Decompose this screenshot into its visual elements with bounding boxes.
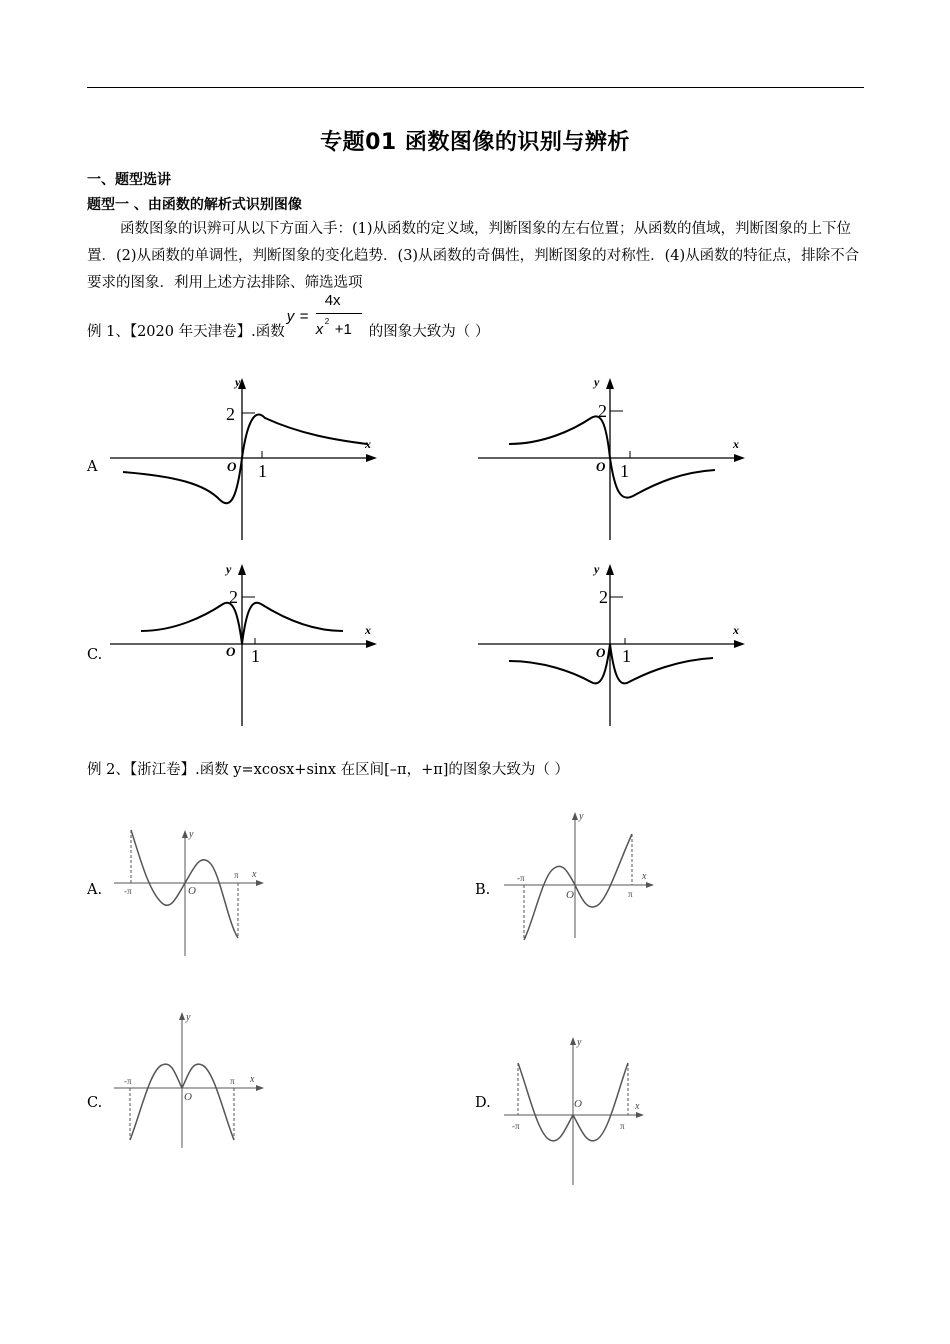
- y-axis-label: y: [235, 375, 241, 389]
- origin-label: O: [227, 459, 237, 474]
- y-axis-label: y: [226, 562, 232, 576]
- formula-y: y: [286, 308, 295, 325]
- example2-question: 例 2、【浙江卷】.函数 y=xcosx+sinx 在区间[–π，+π]的图象大致为（ ）: [87, 762, 570, 778]
- origin-label: O: [226, 644, 236, 659]
- origin-label: O: [188, 885, 196, 897]
- pi-label: π: [230, 1076, 235, 1086]
- intro-paragraph: 函数图象的识辨可从以下方面入手：(1)从函数的定义域，判断图象的左右位置；从函数的值域，判断图象的上下位置．(2)从函数的单调性，判断图象的变化趋势．(3)从函数的奇偶性，判断图象的对称性．(4)从函数的特征点，排除不合要求的图象．利用上述方法排除、筛选选项: [87, 221, 860, 291]
- x-axis-label: x: [733, 623, 739, 637]
- pi-label: π: [620, 1121, 625, 1131]
- neg-pi-label: -π: [124, 1076, 132, 1086]
- section-heading: 一、题型选讲: [87, 172, 171, 188]
- x-axis-label: x: [252, 869, 257, 880]
- tick-1-label: 1: [620, 461, 629, 481]
- y-axis-label: y: [594, 375, 600, 389]
- pi-label: π: [234, 870, 239, 880]
- ex1-graph-b: [473, 372, 748, 542]
- origin-label: O: [574, 1098, 582, 1110]
- header-rule: [87, 87, 864, 88]
- ex1-graph-d: [473, 558, 748, 728]
- ex2-graph-d: [500, 1035, 660, 1187]
- example1-question: [87, 292, 490, 342]
- ex1-option-c-label: C.: [87, 647, 103, 663]
- ex1-suffix: 的图象大致为（ ）: [368, 324, 490, 340]
- x-axis-label: x: [250, 1074, 255, 1085]
- tick-1-label: 1: [251, 646, 260, 666]
- neg-pi-label: -π: [517, 873, 525, 883]
- formula-den-rest: +1: [334, 321, 352, 338]
- tick-2-label: 2: [226, 404, 235, 424]
- ex2-option-c-label: C.: [87, 1095, 103, 1111]
- origin-label: O: [596, 645, 606, 660]
- x-axis-label: x: [365, 623, 371, 637]
- x-axis-label: x: [733, 437, 739, 451]
- page-title: 专题01 函数图像的识别与辨析: [320, 130, 630, 155]
- tick-2-label: 2: [229, 587, 238, 607]
- origin-label: O: [566, 889, 574, 901]
- ex1-graph-c: [105, 558, 380, 728]
- y-axis-label: y: [579, 811, 584, 822]
- ex2-option-d-label: D.: [475, 1095, 491, 1111]
- tick-1-label: 1: [622, 646, 631, 666]
- formula-num: 4x: [324, 292, 341, 309]
- x-axis-label: x: [365, 437, 371, 451]
- ex1-graph-a: [105, 372, 380, 542]
- neg-pi-label: -π: [124, 886, 132, 896]
- x-axis-label: x: [642, 871, 647, 882]
- tick-1-label: 1: [258, 461, 267, 481]
- neg-pi-label: -π: [512, 1121, 520, 1131]
- x-axis-label: x: [635, 1101, 640, 1112]
- pi-label: π: [628, 889, 633, 899]
- formula-den-exp: 2: [324, 317, 330, 326]
- ex2-option-b-label: B.: [475, 882, 491, 898]
- y-axis-label: y: [186, 1012, 191, 1023]
- y-axis-label: y: [189, 829, 194, 840]
- y-axis-label: y: [577, 1037, 582, 1048]
- origin-label: O: [596, 459, 606, 474]
- ex2-graph-b: [500, 810, 660, 942]
- fraction-bar: [316, 313, 362, 314]
- type1-heading: 题型一 、由函数的解析式识别图像: [87, 197, 302, 213]
- formula-eq: =: [299, 308, 309, 325]
- ex1-prefix: 例 1、【2020 年天津卷】.函数: [87, 324, 285, 340]
- tick-2-label: 2: [599, 587, 608, 607]
- ex2-graph-a: [110, 828, 270, 960]
- ex2-graph-c: [110, 1010, 270, 1150]
- origin-label: O: [184, 1091, 192, 1103]
- tick-2-label: 2: [598, 401, 607, 421]
- ex1-option-a-label: A: [87, 459, 98, 475]
- ex1-formula: [286, 292, 367, 342]
- formula-den-x: x: [315, 321, 324, 338]
- y-axis-label: y: [594, 562, 600, 576]
- ex2-option-a-label: A.: [87, 882, 103, 898]
